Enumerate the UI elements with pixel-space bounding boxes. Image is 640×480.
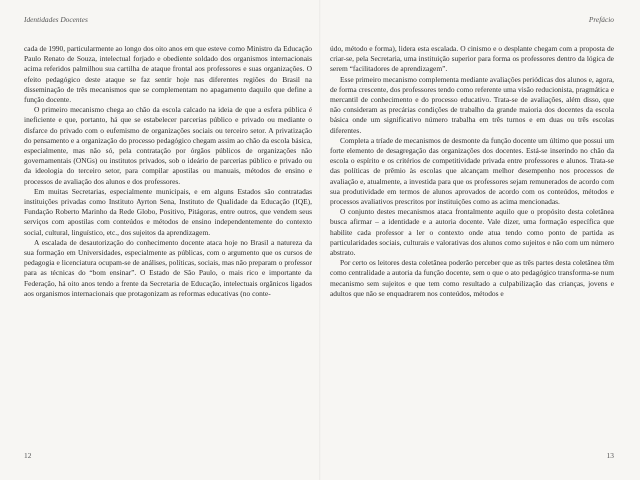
book-gutter xyxy=(319,0,321,480)
paragraph: cada de 1990, particularmente ao longo dos oito anos em que esteve como Ministro da Educação Paulo Renato de Souza, intelectual forjado e obediente soldado dos organismos internacionais acima referidos palmilhou sua cartilha de ataque frontal aos professores e suas organizações. O efeito pedagógico deste ataque se faz sentir hoje nas diferentes regiões do Brasil na disseminação de três mecanismos que se complementam no apagamento daquilo que define a função docente. xyxy=(24,44,312,105)
page-number-left: 12 xyxy=(24,451,32,460)
left-page-body xyxy=(24,44,312,299)
paragraph: údo, método e forma), lidera esta escalada. O cinismo e o desplante chegam com a proposta de criar-se, pela Secretaria, uma instituição superior para forma os professores dentro da lógica de serem “facilitadores de aprendizagem”. xyxy=(330,44,614,74)
paragraph: O primeiro mecanismo chega ao chão da escola calcado na ideia de que a esfera pública é ineficiente e que, portanto, há que se estabelecer parcerias público e privado ou mediante o disfarce do privado com o eufemismo de organizações sociais ou terceiro setor. A privatização do pensamento e a organização do processo pedagógico chegam assim ao chão da escola básica, especialmente, mas não só, pela contratação por órgãos públicos de organizações não governamentais (ONGs) ou institutos privados, sob o ideário de parcerias público e privado ou da ideologia do terceiro setor, para compilar apostilas ou manuais, métodos de ensino e processos de avaliação dos alunos e dos professores. xyxy=(24,105,312,186)
running-head-left: Identidades Docentes xyxy=(24,15,88,24)
page-number-right: 13 xyxy=(606,451,614,460)
right-page-body xyxy=(330,44,614,299)
paragraph: Em muitas Secretarias, especialmente municipais, e em alguns Estados são contratadas instituições privadas como Instituto Ayrton Sena, Instituto de Qualidade da Educação (IQE), Fundação Roberto Marinho da Rede Globo, Positivo, Pitágoras, entre outros, que vendem seus serviços com apostilas com conteúdos e métodos de ensino independentemente do contexto social, cultural, linguístico, etc., dos sujeitos da aprendizagem. xyxy=(24,186,312,237)
paragraph: A escalada de desautorização do conhecimento docente ataca hoje no Brasil a natureza da sua formação em Universidades, especialmente as públicas, com o argumento que os cursos de pedagogia e licenciatura ocupam-se de análises, políticas, sociais, mas não preparam o professor para as técnicas do “bom ensinar”. O Estado de São Paulo, o mais rico e importante da Federação, há oito anos tendo a frente da Secretaria de Educação, intelectuais orgânicos ligados aos organismos internacionais que protagonizam as reformas educativas (no conte- xyxy=(24,237,312,298)
paragraph: Esse primeiro mecanismo complementa mediante avaliações periódicas dos alunos e, agora, de forma crescente, dos professores tendo como referente uma visão reducionista, pragmática e mercantil de conhecimento e do processo educativo. Trata-se de avaliações, além disso, que não consideram as precárias condições de trabalho da grande maioria dos docentes da escola básica onde um significativo número trabalha em três turnos e em duas ou três escolas diferentes. xyxy=(330,74,614,135)
paragraph: O conjunto destes mecanismos ataca frontalmente aquilo que o propósito desta coletânea busca afirmar – a identidade e a autoria docente. Vale dizer, uma formação específica que habilite cada professor a ler o contexto onde atua tendo como ponto de partida as particularidades sociais, culturais e valorativas dos alunos como sujeitos e não com um número abstrato. xyxy=(330,207,614,258)
paragraph: Por certo os leitores desta coletânea poderão perceber que as três partes desta coletânea têm como centralidade a autoria da função docente, sem o que o ato pedagógico transforma-se num mecanismo sem sujeitos e que tem como resultado a culpabilização das crianças, jovens e adultos que não se enquadrarem nos conteúdos, métodos e xyxy=(330,258,614,298)
running-head-right: Prefácio xyxy=(588,15,614,24)
paragraph: Completa a tríade de mecanismos de desmonte da função docente um último que possui um forte elemento de desagregação das organizações dos docentes. Está-se inserindo no chão da escola o espírito e os critérios de competitividade privada entre professores e alunos. Trata-se das políticas de prêmio às escolas que alcançam melhor desempenho nos processos de avaliação e, atualmente, a investida para que os professores sejam remunerados de acordo com sua produtividade em termos de alunos aprovados de acordo com os conteúdos, métodos e processos avaliativos prescritos por instituições como as acima mencionadas. xyxy=(330,135,614,207)
right-page xyxy=(320,0,640,480)
